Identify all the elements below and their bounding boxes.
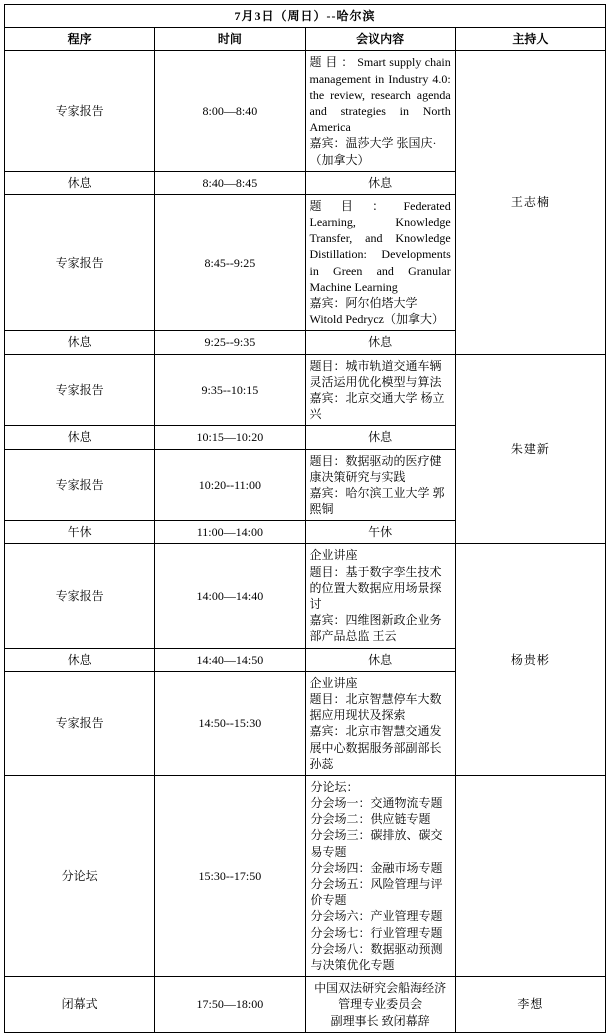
row-content: 休息: [305, 171, 455, 194]
subforum-item: 分会场一：交通物流专题: [310, 796, 443, 811]
row-time: 10:20--11:00: [155, 449, 305, 521]
closing-line-1: 中国双法研究会船海经济管理专业委员会: [314, 981, 447, 1012]
row-program: 休息: [5, 331, 155, 354]
row-content-title: 题 目 ： Smart supply chain management in Industry 4.0: the review, research agenda and strategies in North America: [309, 55, 451, 135]
row-time: 8:40—8:45: [155, 171, 305, 194]
subforum-item: 分会场五：风险管理与评价专题: [310, 877, 443, 908]
row-content-guest: 嘉宾：北京交通大学 杨立兴: [309, 390, 445, 422]
subforum-item: 分会场七：行业管理专题: [310, 925, 443, 940]
row-host: 杨贵彬: [455, 544, 605, 775]
row-program: 休息: [5, 648, 155, 671]
row-program: 专家报告: [5, 194, 155, 331]
row-content: [305, 51, 455, 171]
subforum-item: 分会场二：供应链专题: [310, 812, 431, 827]
table-row: [5, 354, 606, 426]
row-host: 李想: [455, 977, 605, 1033]
row-program: 分论坛: [5, 775, 155, 976]
row-host: [455, 775, 605, 976]
row-host: 朱建新: [455, 354, 605, 544]
closing-line-2: 副理事长 致闭幕辞: [330, 1013, 430, 1028]
row-time: 15:30--17:50: [155, 775, 305, 976]
row-time: 17:50—18:00: [155, 977, 305, 1033]
row-time: 14:50--15:30: [155, 671, 305, 775]
row-program: 专家报告: [5, 51, 155, 171]
row-content-guest: 嘉宾：哈尔滨工业大学 郭熙铜: [309, 485, 445, 517]
row-content-title: 题目：基于数字孪生技术的位置大数据应用场景探讨: [309, 564, 442, 611]
row-program: 闭幕式: [5, 977, 155, 1033]
row-time: 14:40—14:50: [155, 648, 305, 671]
row-program: 专家报告: [5, 671, 155, 775]
subforum-header: 分论坛：: [310, 779, 359, 794]
row-time: 9:25--9:35: [155, 331, 305, 354]
row-content-guest: 嘉宾：四维图新政企业务部产品总监 王云: [309, 613, 442, 644]
column-header-content: 会议内容: [305, 28, 455, 51]
row-content: 休息: [305, 426, 455, 449]
subforum-item: 分会场四：金融市场专题: [310, 860, 443, 875]
table-row: [5, 775, 606, 976]
row-content: 午休: [305, 521, 455, 544]
row-time: 10:15—10:20: [155, 426, 305, 449]
row-time: 11:00—14:00: [155, 521, 305, 544]
row-program: 休息: [5, 171, 155, 194]
row-content: [305, 671, 455, 775]
row-host: 王志楠: [455, 51, 605, 354]
row-content-guest: 嘉宾：北京市智慧交通发展中心数据服务部副部长 孙蕊: [309, 724, 442, 771]
row-time: 9:35--10:15: [155, 354, 305, 426]
agenda-table: [4, 4, 606, 1033]
row-content: [305, 977, 455, 1033]
row-program: 休息: [5, 426, 155, 449]
subforum-item: 分会场八：数据驱动预测与决策优化专题: [310, 941, 443, 972]
row-content-title: 题目：数据驱动的医疗健康决策研究与实践: [309, 453, 442, 484]
table-row: [5, 977, 606, 1033]
row-time: 14:00—14:40: [155, 544, 305, 648]
column-header-program: 程序: [5, 28, 155, 51]
header-row: [5, 28, 606, 51]
row-content-title: 题 目 ： Federated Learning, Knowledge Transfer, and Knowledge Distillation: Developments in Green and Granular Machine Learning: [309, 198, 451, 294]
row-content: [305, 449, 455, 521]
row-content: [305, 354, 455, 426]
column-header-time: 时间: [155, 28, 305, 51]
row-content-subtitle: 企业讲座: [309, 675, 358, 690]
row-content: [305, 194, 455, 331]
row-content: [305, 775, 455, 976]
row-program: 午休: [5, 521, 155, 544]
page-title: 7月3日（周日）--哈尔滨: [5, 5, 606, 28]
subforum-item: 分会场三：碳排放、碳交易专题: [310, 828, 443, 859]
row-content-title: 题目：城市轨道交通车辆灵活运用优化模型与算法: [309, 358, 442, 389]
row-program: 专家报告: [5, 544, 155, 648]
row-content-guest: 嘉宾：阿尔伯塔大学 Witold Pedrycz（加拿大）: [309, 296, 444, 327]
row-content-guest: 嘉宾：温莎大学 张国庆·（加拿大）: [309, 136, 437, 167]
row-content: 休息: [305, 648, 455, 671]
subforum-item: 分会场六：产业管理专题: [310, 909, 443, 924]
table-row: [5, 544, 606, 648]
row-program: 专家报告: [5, 354, 155, 426]
row-content-title: 题目：北京智慧停车大数据应用现状及探索: [309, 691, 442, 723]
row-content-subtitle: 企业讲座: [309, 548, 358, 563]
row-program: 专家报告: [5, 449, 155, 521]
row-content: 休息: [305, 331, 455, 354]
row-time: 8:45--9:25: [155, 194, 305, 331]
row-time: 8:00—8:40: [155, 51, 305, 171]
column-header-host: 主持人: [455, 28, 605, 51]
table-row: [5, 51, 606, 171]
title-row: [5, 5, 606, 28]
row-content: [305, 544, 455, 648]
